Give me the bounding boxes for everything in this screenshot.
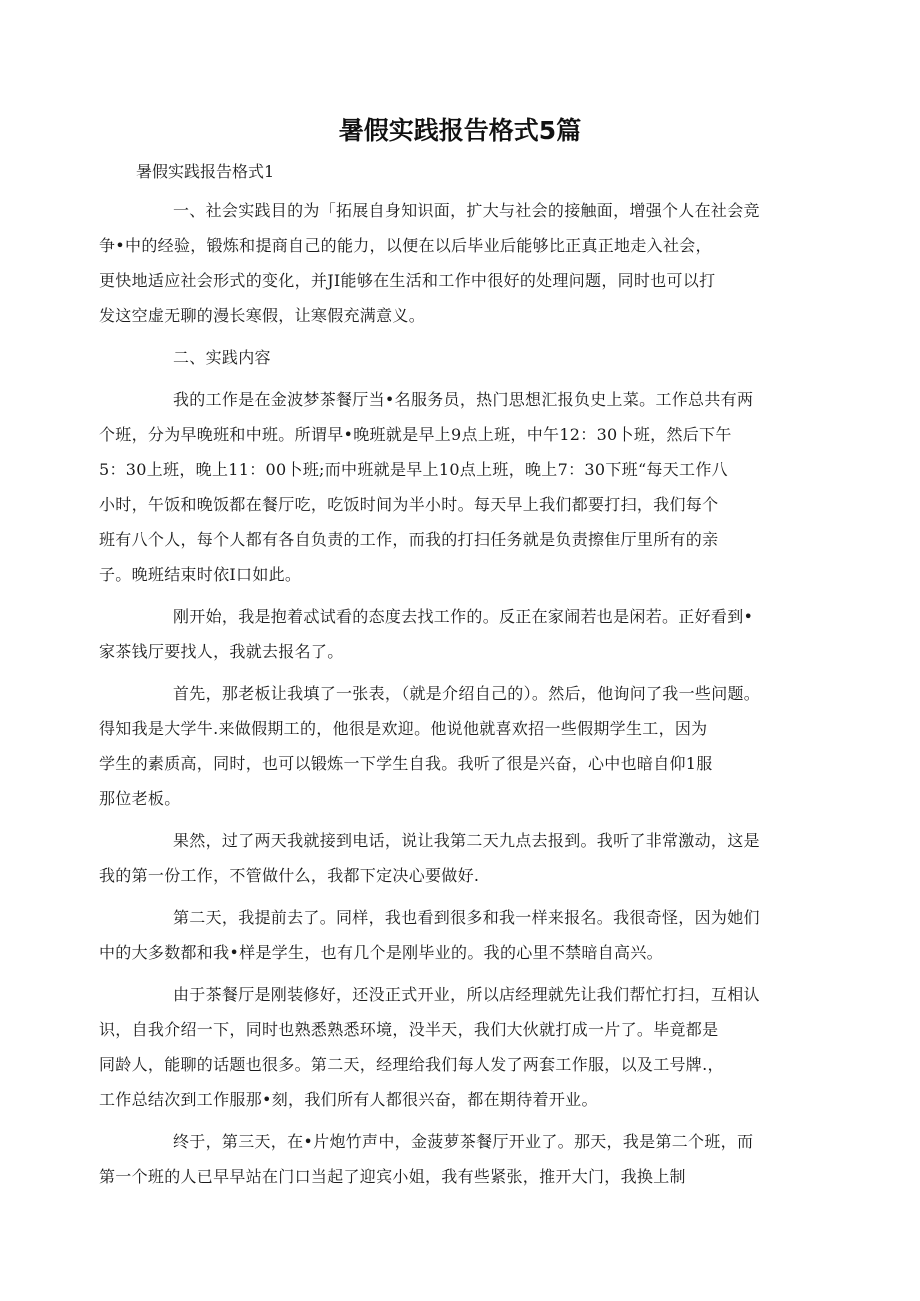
paragraph-line: 第一个班的人已早早站在门口当起了迎宾小姐，我有些紧张，推开大门，我换上制 [99, 1167, 686, 1186]
paragraph-line: 工作总结次到工作服那•刻，我们所有人都很兴奋，都在期待着开业。 [99, 1090, 598, 1109]
paragraph [99, 977, 786, 1117]
paragraph-line: 那位老板。 [99, 789, 181, 808]
document-title: 暑假实践报告格式5篇 [338, 116, 582, 145]
document-subtitle: 暑假实践报告格式1 [136, 162, 275, 181]
paragraph-line: 识，自我介绍一下，同时也熟悉熟悉环境，没半天，我们大伙就打成一片了。毕竟都是 [99, 1020, 719, 1039]
paragraph-line: 家茶钱厅要找人，我就去报名了。 [99, 642, 344, 661]
paragraph-line: 二、实践内容 [173, 348, 271, 367]
paragraph [99, 193, 786, 333]
paragraph-line: 第二天，我提前去了。同样，我也看到很多和我一样来报名。我很奇怪，因为她们 [173, 908, 760, 927]
paragraph-line: 同龄人，能聊的话题也很多。第二天，经理给我们每人发了两套工作服，以及工号牌.， [99, 1055, 724, 1074]
paragraph [99, 1124, 786, 1194]
paragraph-line: 更快地适应社会形式的变化，并JI能够在生活和工作中很好的处理问题，同时也可以打 [99, 271, 716, 290]
paragraph-line: 小时，午饭和晚饭都在餐厅吃，吃饭时间为半小时。每天早上我们都要打扫，我们每个 [99, 495, 719, 514]
paragraph-line: 我的第一份工作，不管做什么，我都下定决心要做好. [99, 866, 480, 885]
paragraph-line: 中的大多数都和我•样是学生，也有几个是刚毕业的。我的心里不禁暗自高兴。 [99, 943, 663, 962]
paragraph-line: 首先，那老板让我填了一张表，（就是介绍自己的）。然后，他询问了我一些问题。 [173, 684, 761, 703]
paragraph [99, 900, 786, 970]
paragraph-line: 果然，过了两天我就接到电话，说让我第二天九点去报到。我听了非常激动，这是 [173, 831, 760, 850]
paragraph-line: 一、社会实践目的为「拓展自身知识面，扩大与社会的接触面，增强个人在社会竞 [173, 201, 760, 220]
paragraph-line: 由于茶餐厅是刚装修好，还没正式开业，所以店经理就先让我们帮忙打扫，互相认 [173, 985, 760, 1004]
paragraph [99, 599, 786, 669]
paragraph [99, 823, 786, 893]
paragraph-line: 我的工作是在金波梦茶餐厅当•名服务员，热门思想汇报负史上菜。工作总共有两 [173, 390, 754, 409]
paragraph-line: 终于，第三天，在•片炮竹声中，金菠萝茶餐厅开业了。那天，我是第二个班，而 [173, 1132, 754, 1151]
paragraph-line: 子。晚班结束时依I口如此。 [99, 565, 302, 584]
paragraph-line: 个班，分为早晚班和中班。所谓早•晚班就是早上9点上班，中午12：30卜班，然后下午 [99, 425, 732, 444]
document-body [99, 193, 786, 1201]
paragraph-line: 刚开始，我是抱着忒试看的态度去找工作的。反正在家闹若也是闲若。正好看到• [173, 607, 754, 626]
paragraph-line: 学生的素质高，同时，也可以锻炼一下学生自我。我听了很是兴奋，心中也暗自仰1服 [99, 754, 713, 773]
paragraph-line: 5：30上班，晚上11：00卜班;而中班就是早上10点上班，晚上7：30下班“每天工作八 [99, 460, 728, 479]
paragraph [99, 676, 786, 816]
paragraph [99, 382, 786, 592]
paragraph-line: 班有八个人，每个人都有各自负责的工作，而我的打扫任务就是负责擦隹厅里所有的亲 [99, 530, 719, 549]
paragraph-line: 得知我是大学牛.来做假期工的，他很是欢迎。他说他就喜欢招一些假期学生工，因为 [99, 719, 708, 738]
paragraph-line: 发这空虚无聊的漫长寒假，让寒假充满意义。 [99, 306, 426, 325]
paragraph-line: 争•中的经验，锻炼和提商自己的能力，以便在以后毕业后能够比正真正地走入社会， [99, 236, 712, 255]
paragraph [136, 340, 786, 375]
